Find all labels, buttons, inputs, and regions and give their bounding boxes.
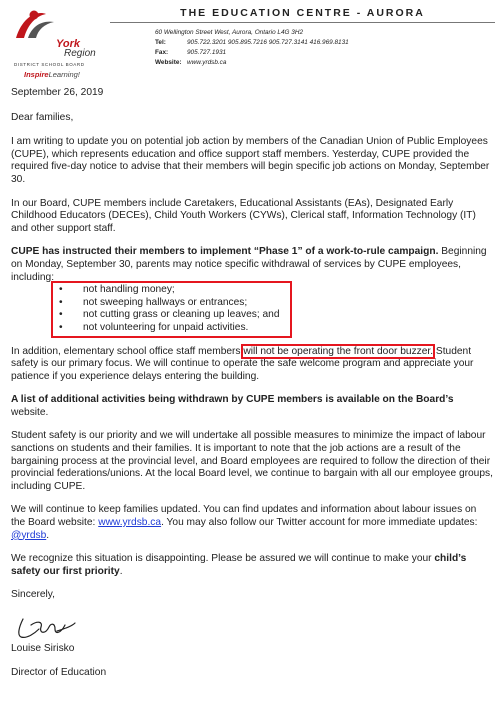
fax-label: Fax: xyxy=(155,49,169,56)
additional-activities-rest: website. xyxy=(11,406,49,418)
logo-swoosh-icon xyxy=(12,8,58,42)
buzzer-highlight-box xyxy=(241,344,435,359)
list-item: • not volunteering for unpaid activities. xyxy=(11,322,493,335)
closing-bold: child’s safety our first priority xyxy=(11,553,467,577)
tagline-learning: Learning! xyxy=(48,70,80,79)
salutation: Dear families, xyxy=(11,111,74,123)
sign-off: Sincerely, xyxy=(11,589,55,601)
address-line: 60 Wellington Street West, Aurora, Ontario L4G 3H2 xyxy=(155,29,304,36)
website-url: www.yrdsb.ca xyxy=(187,59,227,66)
tel-numbers: 905.722.3201 905.895.7216 905.727.3141 416.969.8131 xyxy=(187,39,349,46)
signer-name: Louise Sirisko xyxy=(11,643,75,654)
letterhead-divider xyxy=(110,22,495,23)
list-highlight-box xyxy=(51,281,292,337)
office-staff-rest: Student safety is our primary focus. We will continue to operate the safe welcome program and appreciate your patience if you experience delays entering the building. xyxy=(11,345,474,382)
signer-title: Director of Education xyxy=(11,666,107,678)
paragraph-updates xyxy=(11,504,493,542)
website-label: Website: xyxy=(155,59,182,66)
tel-label: Tel: xyxy=(155,39,166,46)
phase-1-rest: Beginning on Monday, September 30, parents may notice specific withdrawal of services by CUPE employees, including: xyxy=(11,246,487,283)
buzzer-phrase: will not be operating the front door buzzer. xyxy=(243,345,434,357)
paragraph-closing xyxy=(11,553,493,578)
logo-word-york: York xyxy=(56,38,81,50)
paragraph-job-action: I am writing to update you on potential job action by members of the Canadian Union of Public Employees (CUPE), which represents education and office support staff members. Yesterday, CUPE provided the required five-day notice to advise that their members will begin specific job actions on Monday, September 30. xyxy=(11,136,490,185)
paragraph-phase-1 xyxy=(11,246,493,284)
board-website-link[interactable]: www.yrdsb.ca xyxy=(98,517,162,529)
list-item: • not handling money; xyxy=(11,284,493,297)
additional-activities-bold: A list of additional activities being withdrawn by CUPE members is available on the Board’s xyxy=(11,394,454,406)
updates-end: . xyxy=(46,529,50,541)
phase-1-bold: CUPE has instructed their members to implement “Phase 1” of a work-to-rule campaign. xyxy=(11,246,439,258)
fax-number: 905.727.1931 xyxy=(187,49,227,56)
website-line xyxy=(155,58,349,68)
contact-block xyxy=(155,28,349,68)
york-region-logo xyxy=(8,8,118,78)
twitter-link[interactable]: @yrdsb xyxy=(11,529,47,541)
logo-tagline xyxy=(24,70,80,79)
handwritten-signature xyxy=(13,613,493,641)
paragraph-cupe-members: In our Board, CUPE members include Caretakers, Educational Assistants (EAs), Designated Early Childhood Educators (DECEs), Child Youth Workers (CYWs), Clerical staff, Information Technology (IT) and other support staff. xyxy=(11,197,476,234)
paragraph-student-safety: Student safety is our priority and we will undertake all possible measures to minimize the impact of labour sanctions on students and their families. It is important to note that the job actions are a result of the bargaining process at the provincial level, and Board employees are required to follow the direction of their provincial federations/unions. At the local Board level, we continue to bargain with all our employee groups, including CUPE. xyxy=(11,430,493,492)
tel-line xyxy=(155,38,349,48)
list-item: • not cutting grass or cleaning up leaves; and xyxy=(11,309,493,322)
closing-end: . xyxy=(119,565,123,577)
logo-board-name: DISTRICT SCHOOL BOARD xyxy=(14,62,85,67)
education-centre-title: THE EDUCATION CENTRE - AURORA xyxy=(180,7,425,19)
tagline-inspire: Inspire xyxy=(24,70,49,79)
updates-mid: . You may also follow our Twitter account for more immediate updates: xyxy=(161,517,478,529)
closing-intro: We recognize this situation is disappointing. Please be assured we will continue to make your xyxy=(11,553,435,565)
signature-icon xyxy=(13,613,83,641)
list-item: • not sweeping hallways or entrances; xyxy=(11,297,493,310)
office-staff-intro: In addition, elementary school office staff members xyxy=(11,345,244,357)
letter-date: September 26, 2019 xyxy=(11,87,104,98)
paragraph-additional-activities xyxy=(11,394,493,419)
letter-body xyxy=(11,87,493,690)
updates-intro: We will continue to keep families updated. You can find updates and information about labour issues on the Board website: xyxy=(11,504,477,529)
logo-word-region: Region xyxy=(64,48,96,59)
fax-line xyxy=(155,48,349,58)
